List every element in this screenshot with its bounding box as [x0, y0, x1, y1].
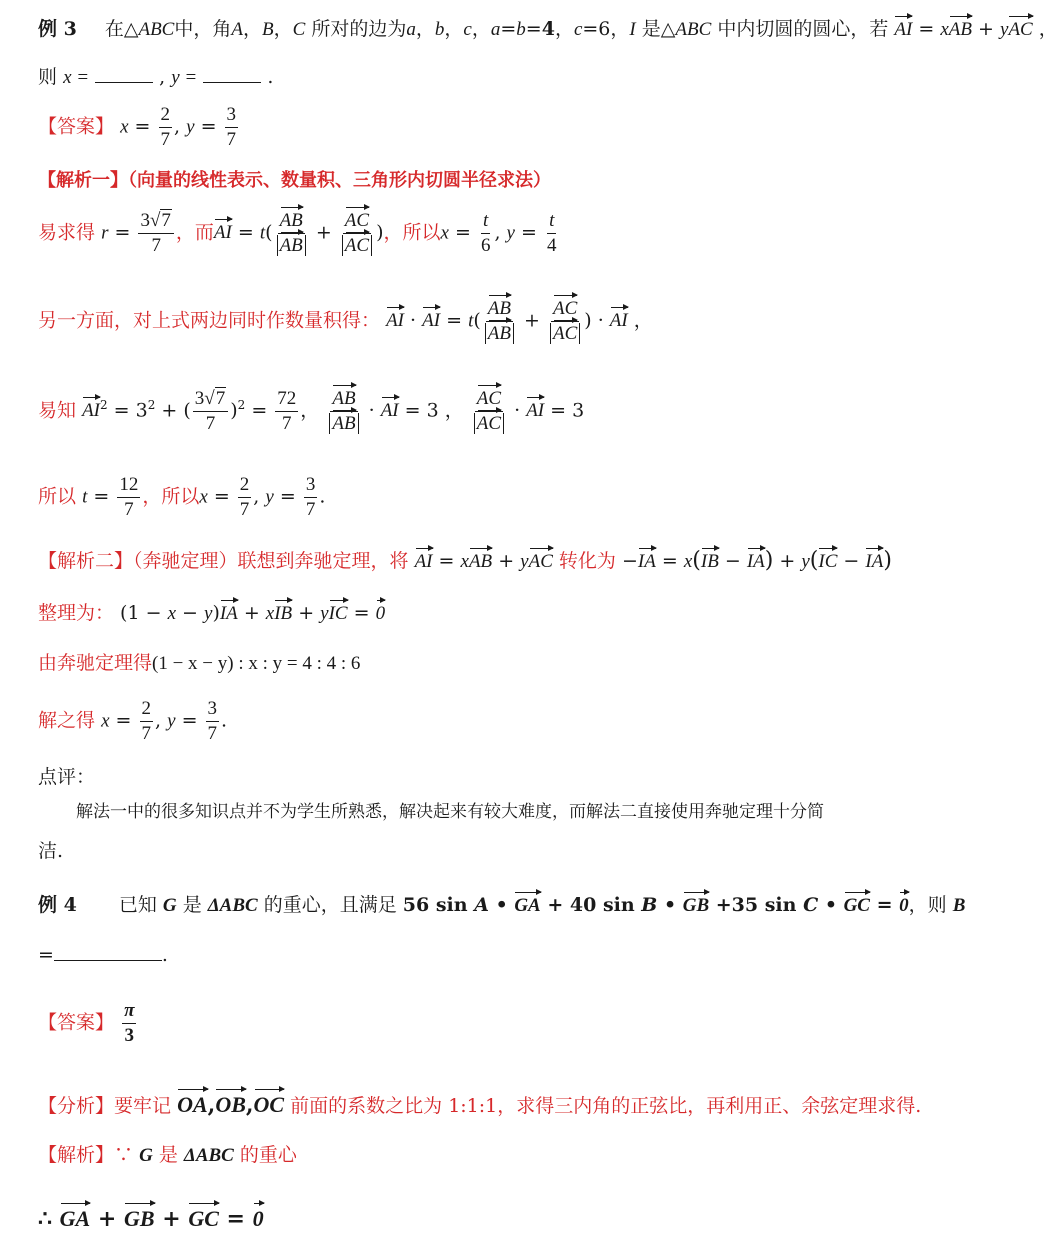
solution2-line1: 【解析二】（奔驰定理）联想到奔驰定理，将 AI = xAB + yAC 转化为 −IA = x(IB − IA) + y(IC − IA): [38, 548, 892, 573]
example4-solution: 【解析】∵ G 是 ΔABC 的重心: [38, 1144, 297, 1166]
answer-blank-y[interactable]: [203, 68, 261, 83]
comment-text-1: 解法一中的很多知识点并不为学生所熟悉，解决起来有较大难度，而解法二直接使用奔驰定理十分简: [76, 802, 824, 822]
solution1-line3: 易知 $AI^2 = 3^2$ + ( $\frac{3√7}{7}$ )$^2$ = $\frac{72}{7}$ ， $\frac{AB}{AB}$ · AI = 3 ， $\frac{AC}{AC}$ · AI = 3: [38, 388, 585, 434]
solution1-line2: 另一方面，对上式两边同时作数量积得： AI · AI = t( $\frac{AB}{AB}$ + $\frac{AC}{AC}$ ) · AI ，: [38, 298, 653, 344]
example4-answer: 【答案】 $\frac{\pi}{3}$: [38, 1000, 135, 1046]
answer-blank-b[interactable]: [54, 946, 162, 961]
example3-answer: 【答案】 x = $\frac{2}{7}$ , y = $\frac{3}{7}$: [38, 104, 237, 150]
example3-label: 例 3: [38, 18, 77, 40]
solution2-line2: 整理为： (1 − x − y)IA + xIB + yIC = 0: [38, 602, 386, 624]
example4-question: = .: [38, 944, 168, 966]
comment-label: 点评：: [38, 766, 96, 788]
example4-label: 例 4: [38, 894, 77, 916]
example3-question: 则 x = , y = .: [38, 66, 274, 88]
comment-text-2: 洁.: [38, 840, 64, 862]
solution2-line3: 由奔驰定理得(1 − x − y) : x : y = 4 : 4 : 6: [38, 652, 361, 674]
solution2-line4: 解之得 x = $\frac{2}{7}$ , y = $\frac{3}{7}$ .: [38, 698, 228, 744]
solution1-title: 【解析一】（向量的线性表示、数量积、三角形内切圆半径求法）: [38, 170, 551, 191]
solution1-line4: 所以 t = $\frac{12}{7}$ ，所以x = $\frac{2}{7}$ , y = $\frac{3}{7}$ .: [38, 474, 326, 520]
example4-stem: 例 4 已知 G 是 ΔABC 的重心，且满足 56 sin A • GA + 40 sin B • GB +35 sin C • GC = 0，则 B: [38, 894, 966, 916]
example4-analysis: 【分析】要牢记 OA,OB,OC 前面的系数之比为 1:1:1，求得三内角的正弦比，再利用正、余弦定理求得.: [38, 1092, 922, 1118]
solution1-line1: 易求得 r = $\frac{3√7}{7}$ ，而AI = t( $\frac{AB}{AB}$ + $\frac{AC}{AC}$ )，所以x = $\frac{t}{6}$ , y = $\frac{t}{4}$: [38, 210, 557, 256]
example4-final: ∴ GA + GB + GC = 0: [38, 1206, 264, 1232]
answer-blank-x[interactable]: [95, 68, 153, 83]
example3-stem: 例 3 在△ABC中，角A，B，C 所对的边为a，b，c，a=b=4，c=6，I 是△ABC 中内切圆的圆心，若 AI = xAB + yAC ，: [38, 18, 1058, 40]
